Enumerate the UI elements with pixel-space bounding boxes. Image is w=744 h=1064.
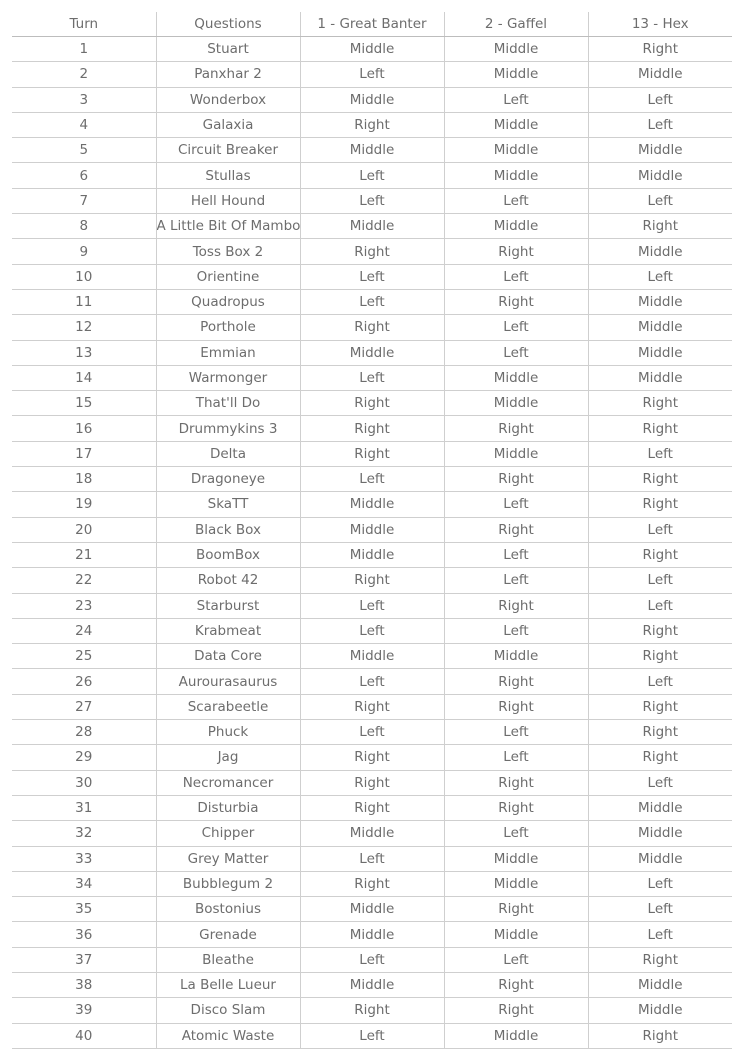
table-header — [12, 12, 732, 37]
gaffel-cell: Right — [444, 897, 588, 922]
table-row — [12, 846, 732, 871]
table-row — [12, 239, 732, 264]
hex-cell: Middle — [588, 315, 732, 340]
question-cell: Black Box — [156, 517, 300, 542]
table-row — [12, 669, 732, 694]
turn-cell: 7 — [12, 188, 156, 213]
great-banter-cell: Right — [300, 391, 444, 416]
hex-cell: Middle — [588, 998, 732, 1023]
gaffel-cell: Middle — [444, 214, 588, 239]
gaffel-cell: Right — [444, 795, 588, 820]
hex-cell: Left — [588, 871, 732, 896]
question-cell: Dragoneye — [156, 467, 300, 492]
turn-cell: 10 — [12, 264, 156, 289]
gaffel-cell: Middle — [444, 871, 588, 896]
gaffel-cell: Right — [444, 770, 588, 795]
turn-cell: 36 — [12, 922, 156, 947]
great-banter-cell: Middle — [300, 644, 444, 669]
hex-cell: Right — [588, 37, 732, 62]
question-cell: Emmian — [156, 340, 300, 365]
hex-cell: Left — [588, 669, 732, 694]
table-row — [12, 467, 732, 492]
turn-cell: 37 — [12, 947, 156, 972]
question-cell: Bostonius — [156, 897, 300, 922]
hex-cell: Right — [588, 416, 732, 441]
gaffel-cell: Right — [444, 289, 588, 314]
gaffel-cell: Middle — [444, 441, 588, 466]
hex-cell: Right — [588, 745, 732, 770]
table-row — [12, 441, 732, 466]
gaffel-cell: Left — [444, 542, 588, 567]
table-row — [12, 998, 732, 1023]
turn-cell: 11 — [12, 289, 156, 314]
table-row — [12, 365, 732, 390]
gaffel-cell: Right — [444, 517, 588, 542]
question-cell: Panxhar 2 — [156, 62, 300, 87]
table-row — [12, 1023, 732, 1048]
turn-cell: 4 — [12, 112, 156, 137]
gaffel-cell: Middle — [444, 391, 588, 416]
table-row — [12, 618, 732, 643]
hex-cell: Middle — [588, 821, 732, 846]
turn-cell: 18 — [12, 467, 156, 492]
great-banter-cell: Right — [300, 694, 444, 719]
table-row — [12, 644, 732, 669]
great-banter-cell: Middle — [300, 492, 444, 517]
table-row — [12, 214, 732, 239]
turn-cell: 3 — [12, 87, 156, 112]
question-cell: Data Core — [156, 644, 300, 669]
question-cell: Krabmeat — [156, 618, 300, 643]
gaffel-cell: Right — [444, 972, 588, 997]
table-row — [12, 391, 732, 416]
gaffel-cell: Left — [444, 315, 588, 340]
gaffel-cell: Right — [444, 416, 588, 441]
gaffel-cell: Right — [444, 593, 588, 618]
gaffel-cell: Left — [444, 720, 588, 745]
hex-cell: Left — [588, 593, 732, 618]
great-banter-cell: Right — [300, 770, 444, 795]
table-row — [12, 947, 732, 972]
turn-cell: 8 — [12, 214, 156, 239]
gaffel-cell: Left — [444, 87, 588, 112]
great-banter-cell: Middle — [300, 340, 444, 365]
question-cell: Galaxia — [156, 112, 300, 137]
hex-cell: Middle — [588, 289, 732, 314]
table-row — [12, 138, 732, 163]
turn-cell: 1 — [12, 37, 156, 62]
gaffel-cell: Middle — [444, 365, 588, 390]
great-banter-cell: Middle — [300, 37, 444, 62]
question-cell: La Belle Lueur — [156, 972, 300, 997]
question-cell: Atomic Waste — [156, 1023, 300, 1048]
turn-cell: 33 — [12, 846, 156, 871]
great-banter-cell: Middle — [300, 922, 444, 947]
hex-cell: Left — [588, 770, 732, 795]
great-banter-cell: Right — [300, 441, 444, 466]
turn-cell: 19 — [12, 492, 156, 517]
question-cell: Delta — [156, 441, 300, 466]
great-banter-cell: Left — [300, 62, 444, 87]
gaffel-cell: Right — [444, 694, 588, 719]
great-banter-cell: Middle — [300, 972, 444, 997]
gaffel-cell: Left — [444, 492, 588, 517]
gaffel-cell: Left — [444, 618, 588, 643]
gaffel-cell: Middle — [444, 846, 588, 871]
header-hex: 13 - Hex — [588, 12, 732, 37]
question-cell: SkaTT — [156, 492, 300, 517]
table-row — [12, 770, 732, 795]
table-row — [12, 897, 732, 922]
question-cell: Grenade — [156, 922, 300, 947]
table-row — [12, 315, 732, 340]
question-cell: Chipper — [156, 821, 300, 846]
great-banter-cell: Left — [300, 846, 444, 871]
great-banter-cell: Middle — [300, 87, 444, 112]
question-cell: BoomBox — [156, 542, 300, 567]
turn-cell: 14 — [12, 365, 156, 390]
great-banter-cell: Left — [300, 163, 444, 188]
great-banter-cell: Middle — [300, 517, 444, 542]
hex-cell: Right — [588, 467, 732, 492]
header-row — [12, 12, 732, 37]
hex-cell: Left — [588, 441, 732, 466]
gaffel-cell: Middle — [444, 644, 588, 669]
hex-cell: Right — [588, 720, 732, 745]
question-cell: Phuck — [156, 720, 300, 745]
turn-cell: 38 — [12, 972, 156, 997]
table-row — [12, 542, 732, 567]
gaffel-cell: Left — [444, 568, 588, 593]
gaffel-cell: Middle — [444, 62, 588, 87]
table-row — [12, 112, 732, 137]
gaffel-cell: Middle — [444, 163, 588, 188]
great-banter-cell: Right — [300, 416, 444, 441]
turn-cell: 29 — [12, 745, 156, 770]
gaffel-cell: Left — [444, 745, 588, 770]
header-turn: Turn — [12, 12, 156, 37]
turn-cell: 40 — [12, 1023, 156, 1048]
turn-cell: 16 — [12, 416, 156, 441]
gaffel-cell: Middle — [444, 922, 588, 947]
table-row — [12, 694, 732, 719]
great-banter-cell: Middle — [300, 214, 444, 239]
table-row — [12, 821, 732, 846]
table-row — [12, 264, 732, 289]
hex-cell: Right — [588, 492, 732, 517]
great-banter-cell: Right — [300, 871, 444, 896]
great-banter-cell: Middle — [300, 138, 444, 163]
turn-cell: 6 — [12, 163, 156, 188]
turn-cell: 32 — [12, 821, 156, 846]
table-row — [12, 517, 732, 542]
hex-cell: Left — [588, 188, 732, 213]
hex-cell: Left — [588, 87, 732, 112]
table-row — [12, 720, 732, 745]
question-cell: Bubblegum 2 — [156, 871, 300, 896]
table-row — [12, 188, 732, 213]
question-cell: Circuit Breaker — [156, 138, 300, 163]
hex-cell: Left — [588, 112, 732, 137]
question-cell: Bleathe — [156, 947, 300, 972]
hex-cell: Right — [588, 644, 732, 669]
hex-cell: Right — [588, 391, 732, 416]
great-banter-cell: Left — [300, 365, 444, 390]
turn-cell: 13 — [12, 340, 156, 365]
turn-cell: 31 — [12, 795, 156, 820]
question-cell: Orientine — [156, 264, 300, 289]
gaffel-cell: Middle — [444, 37, 588, 62]
great-banter-cell: Left — [300, 720, 444, 745]
turn-cell: 26 — [12, 669, 156, 694]
question-cell: Starburst — [156, 593, 300, 618]
turn-cell: 2 — [12, 62, 156, 87]
hex-cell: Middle — [588, 239, 732, 264]
gaffel-cell: Middle — [444, 138, 588, 163]
hex-cell: Right — [588, 947, 732, 972]
great-banter-cell: Left — [300, 593, 444, 618]
turn-cell: 30 — [12, 770, 156, 795]
turn-cell: 25 — [12, 644, 156, 669]
great-banter-cell: Right — [300, 998, 444, 1023]
turn-cell: 39 — [12, 998, 156, 1023]
gaffel-cell: Left — [444, 340, 588, 365]
question-cell: Porthole — [156, 315, 300, 340]
question-cell: Aurourasaurus — [156, 669, 300, 694]
turn-cell: 21 — [12, 542, 156, 567]
turn-cell: 27 — [12, 694, 156, 719]
hex-cell: Middle — [588, 62, 732, 87]
hex-cell: Right — [588, 694, 732, 719]
great-banter-cell: Left — [300, 947, 444, 972]
gaffel-cell: Right — [444, 998, 588, 1023]
great-banter-cell: Right — [300, 568, 444, 593]
gaffel-cell: Left — [444, 188, 588, 213]
hex-cell: Middle — [588, 365, 732, 390]
turn-cell: 17 — [12, 441, 156, 466]
question-cell: Grey Matter — [156, 846, 300, 871]
question-cell: Disturbia — [156, 795, 300, 820]
table-row — [12, 972, 732, 997]
hex-cell: Right — [588, 1023, 732, 1048]
table-row — [12, 922, 732, 947]
hex-cell: Middle — [588, 795, 732, 820]
hex-cell: Middle — [588, 163, 732, 188]
hex-cell: Right — [588, 618, 732, 643]
table-body — [12, 37, 732, 1049]
great-banter-cell: Right — [300, 239, 444, 264]
question-cell: Stuart — [156, 37, 300, 62]
great-banter-cell: Left — [300, 1023, 444, 1048]
hex-cell: Middle — [588, 846, 732, 871]
gaffel-cell: Middle — [444, 1023, 588, 1048]
great-banter-cell: Right — [300, 745, 444, 770]
turn-cell: 9 — [12, 239, 156, 264]
table-row — [12, 37, 732, 62]
header-gaffel: 2 - Gaffel — [444, 12, 588, 37]
hex-cell: Right — [588, 214, 732, 239]
great-banter-cell: Left — [300, 467, 444, 492]
turn-cell: 28 — [12, 720, 156, 745]
question-cell: A Little Bit Of Mambo — [156, 214, 300, 239]
question-cell: Scarabeetle — [156, 694, 300, 719]
table-row — [12, 87, 732, 112]
table-row — [12, 416, 732, 441]
question-cell: Stullas — [156, 163, 300, 188]
turn-cell: 5 — [12, 138, 156, 163]
great-banter-cell: Left — [300, 264, 444, 289]
table-row — [12, 492, 732, 517]
turn-cell: 23 — [12, 593, 156, 618]
turn-cell: 20 — [12, 517, 156, 542]
hex-cell: Left — [588, 922, 732, 947]
great-banter-cell: Left — [300, 669, 444, 694]
gaffel-cell: Right — [444, 239, 588, 264]
great-banter-cell: Right — [300, 112, 444, 137]
table-row — [12, 745, 732, 770]
great-banter-cell: Left — [300, 289, 444, 314]
table-row — [12, 871, 732, 896]
question-cell: Quadropus — [156, 289, 300, 314]
results-table-container — [12, 12, 732, 1049]
table-row — [12, 289, 732, 314]
gaffel-cell: Right — [444, 669, 588, 694]
results-table — [12, 12, 732, 1049]
great-banter-cell: Right — [300, 315, 444, 340]
turn-cell: 35 — [12, 897, 156, 922]
great-banter-cell: Right — [300, 795, 444, 820]
turn-cell: 15 — [12, 391, 156, 416]
question-cell: Drummykins 3 — [156, 416, 300, 441]
great-banter-cell: Middle — [300, 821, 444, 846]
header-great-banter: 1 - Great Banter — [300, 12, 444, 37]
gaffel-cell: Middle — [444, 112, 588, 137]
hex-cell: Left — [588, 517, 732, 542]
table-row — [12, 62, 732, 87]
question-cell: Necromancer — [156, 770, 300, 795]
question-cell: Jag — [156, 745, 300, 770]
question-cell: That'll Do — [156, 391, 300, 416]
hex-cell: Right — [588, 542, 732, 567]
gaffel-cell: Left — [444, 264, 588, 289]
table-row — [12, 568, 732, 593]
table-row — [12, 340, 732, 365]
hex-cell: Left — [588, 568, 732, 593]
question-cell: Hell Hound — [156, 188, 300, 213]
gaffel-cell: Right — [444, 467, 588, 492]
great-banter-cell: Middle — [300, 542, 444, 567]
hex-cell: Middle — [588, 138, 732, 163]
great-banter-cell: Left — [300, 188, 444, 213]
hex-cell: Middle — [588, 972, 732, 997]
hex-cell: Left — [588, 264, 732, 289]
gaffel-cell: Left — [444, 821, 588, 846]
turn-cell: 12 — [12, 315, 156, 340]
gaffel-cell: Left — [444, 947, 588, 972]
question-cell: Robot 42 — [156, 568, 300, 593]
table-row — [12, 163, 732, 188]
turn-cell: 34 — [12, 871, 156, 896]
table-row — [12, 593, 732, 618]
question-cell: Toss Box 2 — [156, 239, 300, 264]
hex-cell: Left — [588, 897, 732, 922]
table-row — [12, 795, 732, 820]
hex-cell: Middle — [588, 340, 732, 365]
header-questions: Questions — [156, 12, 300, 37]
question-cell: Disco Slam — [156, 998, 300, 1023]
great-banter-cell: Left — [300, 618, 444, 643]
turn-cell: 24 — [12, 618, 156, 643]
great-banter-cell: Middle — [300, 897, 444, 922]
turn-cell: 22 — [12, 568, 156, 593]
question-cell: Warmonger — [156, 365, 300, 390]
question-cell: Wonderbox — [156, 87, 300, 112]
